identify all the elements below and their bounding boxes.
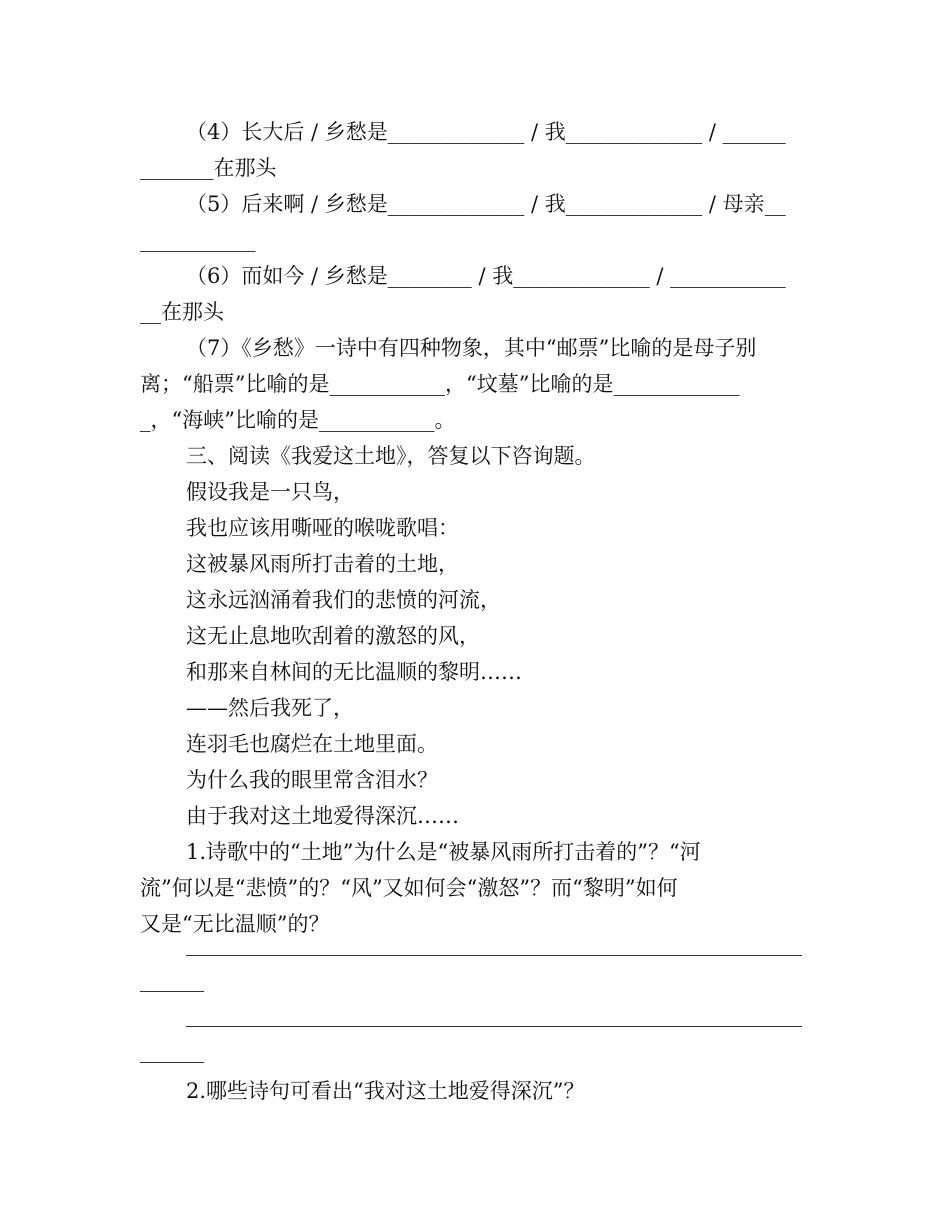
poem-line: 假设我是一只鸟，	[186, 480, 354, 504]
poem-line: 我也应该用嘶哑的喉咙歌唱：	[186, 516, 459, 540]
poem-line: 为什么我的眼里常含泪水？	[186, 768, 438, 792]
poem-line: 由于我对这土地爱得深沉……	[186, 804, 459, 828]
q4-line-1: （4）长大后 / 乡愁是_____________ / 我_____________ / ______	[186, 120, 786, 144]
poem-line: 这被暴风雨所打击着的土地，	[186, 552, 459, 576]
question-1-line-3: 又是“无比温顺”的？	[140, 912, 330, 936]
section-three-heading: 三、阅读《我爱这土地》，答复以下咨询题。	[186, 444, 596, 468]
question-1-line-2: 流”何以是“悲愤”的？“风”又如何会“激怒”？而“黎明”如何	[140, 876, 678, 900]
q5-line-2: ___________	[140, 228, 256, 252]
answer-line-continuation	[140, 1062, 204, 1063]
answer-line	[186, 955, 802, 956]
answer-line-continuation	[140, 991, 204, 992]
poem-line: 连羽毛也腐烂在土地里面。	[186, 732, 438, 756]
question-1-line-1: 1.诗歌中的“土地”为什么是“被暴风雨所打击着的”？“河	[186, 840, 701, 864]
poem-line: ——然后我死了，	[186, 696, 354, 720]
q7-line-2: 离；“船票”比喻的是___________，“坟墓”比喻的是____________	[140, 372, 740, 396]
q7-line-3: _，“海峡”比喻的是___________。	[140, 408, 456, 432]
q5-line-1: （5）后来啊 / 乡愁是_____________ / 我_____________ / 母亲__	[186, 192, 786, 216]
q6-line-1: （6）而如今 / 乡愁是________ / 我_____________ / ___________	[186, 264, 786, 288]
answer-line	[186, 1026, 802, 1027]
poem-line: 这无止息地吹刮着的激怒的风，	[186, 624, 480, 648]
poem-line: 和那来自林间的无比温顺的黎明……	[186, 660, 522, 684]
q7-line-1: （7）《乡愁》一诗中有四种物象，其中“邮票”比喻的是母子别	[186, 336, 757, 360]
q4-line-2: _______在那头	[140, 156, 277, 180]
poem-line: 这永远汹涌着我们的悲愤的河流，	[186, 588, 501, 612]
question-2-line: 2.哪些诗句可看出“我对这土地爱得深沉”？	[186, 1079, 585, 1103]
q6-line-2: __在那头	[140, 300, 224, 324]
